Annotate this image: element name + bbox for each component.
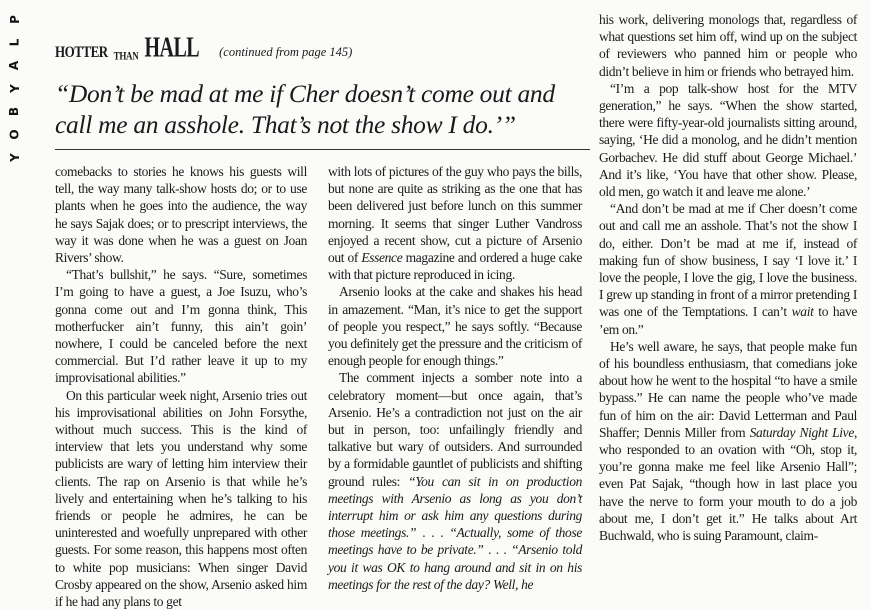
magazine-title: Essence	[361, 250, 403, 266]
ellipsis: . . .	[483, 542, 512, 558]
sidebar-letter: P	[7, 15, 22, 24]
sidebar-letter: A	[7, 60, 22, 71]
paragraph	[328, 163, 582, 283]
title-word-than: THAN	[113, 49, 139, 62]
emphasis: wait	[791, 304, 814, 320]
text-run: “And don’t be mad at me if Cher doesn’t come out and call me an asshole. That’s not the show I do, either. Don’t be mad at me if, instead of making fun of show business, I say ‘I love it.’ I love the people, I love the gig, I love the business. I grew up standing in front of a mirror pretending I was one of the Temptations. I can’t	[599, 201, 857, 320]
article-header	[55, 32, 352, 62]
magazine-name-vertical	[4, 8, 26, 169]
continued-note: (continued from page 145)	[219, 45, 353, 59]
paragraph	[599, 338, 857, 544]
paragraph: Arsenio looks at the cake and shakes his head in amazement. “Man, it’s nice to get the support of people you respect,” he says softly. “Because you definitely get the pressure and the criticism of enough people for enough things.”	[328, 284, 582, 369]
text-column-3	[599, 11, 857, 544]
text-column-2	[328, 163, 582, 593]
ellipsis: . . .	[416, 525, 450, 541]
paragraph: comebacks to stories he knows his guests will tell, the way many talk-show hosts do; or to use plants when he goes into the audience, the way he says Sajak does; or to prescript interviews, the way it was done when he was a guest on Joan Rivers’ show.	[55, 164, 307, 266]
sidebar-letter: L	[7, 38, 22, 47]
text-run: to have ’em on.”	[599, 304, 857, 337]
ground-rule-quote: “You can sit in on production meetings with Arsenio as long as you don’t interrupt him or ask him any questions during those meetings.”	[328, 473, 582, 541]
divider-rule	[55, 149, 590, 150]
sidebar-letter: O	[7, 129, 22, 140]
title-word-hall: HALL	[144, 32, 200, 64]
sidebar-letter: Y	[7, 84, 22, 93]
paragraph: his work, delivering monologs that, regardless of what questions set him off, wind up on the subject of reviewers who panned him or people who didn’t believe in him or friends who betrayed him.	[599, 12, 857, 79]
paragraph: “That’s bullshit,” he says. “Sure, sometimes I’m going to have a guest, a Joe Isuzu, who’s gonna come out and I’m gonna think, This motherfucker ain’t funny, this ain’t goin’ nowhere, I could be canceled before the next commercial. But I’d rather leave it up to my improvisational abilities.”	[55, 267, 307, 386]
sidebar-letter: Y	[7, 153, 22, 162]
text-column-1	[55, 163, 307, 610]
text-run: The comment injects a somber note into a celebratory moment—but once again, that’s Arsenio. He’s a contradiction not just on the air but in person, too: unfailingly friendly and talkative but wary of outsiders. And surrounded by a formidable gauntlet of publicists and shifting ground rules:	[328, 370, 582, 489]
text-run: , who responded to an ovation with “Oh, stop it, you’re gonna make me feel like Arsenio Hall”; even Pat Sajak, “though how in last place you have the nerve to form your mouth to do a job about me, I don’t get it.” He talks about Art Buchwald, who is suing Paramount, claim-	[599, 424, 857, 544]
text-run: magazine and ordered a huge cake with that picture reproduced in icing.	[328, 250, 582, 283]
text-run: He’s well aware, he says, that people make fun of his boundless enthusiasm, that comedians joke about how he went to the hospital “to have a smile bypass.” He can name the people who’ve made fun of him on the air: David Letterman and Paul Shaffer; Dennis Miller from	[599, 338, 857, 440]
paragraph: “I’m a pop talk-show host for the MTV generation,” he says. “When the show started, there were fifty-year-old journalists sitting around, saying, ‘He did a monolog, and he didn’t mention Gorbachev. He did stuff about George Michael.’ And it’s like, ‘You have that other show. Please, old men, go watch it and leave me alone.’	[599, 80, 857, 200]
paragraph	[599, 200, 857, 338]
show-title: Saturday Night Live	[749, 424, 854, 440]
paragraph	[328, 369, 582, 593]
title-word-hotter: HOTTER	[55, 42, 108, 61]
ground-rule-quote: “Arsenio told you it was OK to hang around and sit in on his meetings for the rest of the day? Well, he	[328, 542, 582, 592]
text-run: with lots of pictures of the guy who pays the bills, but none are quite as striking as the one that has been delivered just before lunch on this summer morning. It seems that singer Luther Vandross enjoyed a recent show, cut a picture of Arsenio out of	[328, 164, 582, 266]
paragraph: On this particular week night, Arsenio tries out his improvisational abilities on John Forsythe, without much success. This is the kind of interview that lets you understand why some publicists are wary of letting him interview their clients. The rap on Arsenio is that while he’s lively and entertaining when he’s talking to his friends or people he admires, he can be uninterested and woefully unprepared with other guests. For some reason, this happens most often to white pop musicians: When singer David Crosby appeared on the show, Arsenio asked him if he had any plans to get	[55, 387, 307, 610]
pull-quote: “Don’t be mad at me if Cher doesn’t come out and call me an asshole. That’s not the show I do.’”	[55, 79, 555, 139]
ground-rule-quote: “Actually, some of those meetings have to be private.”	[328, 525, 582, 558]
sidebar-letter: B	[7, 106, 22, 117]
